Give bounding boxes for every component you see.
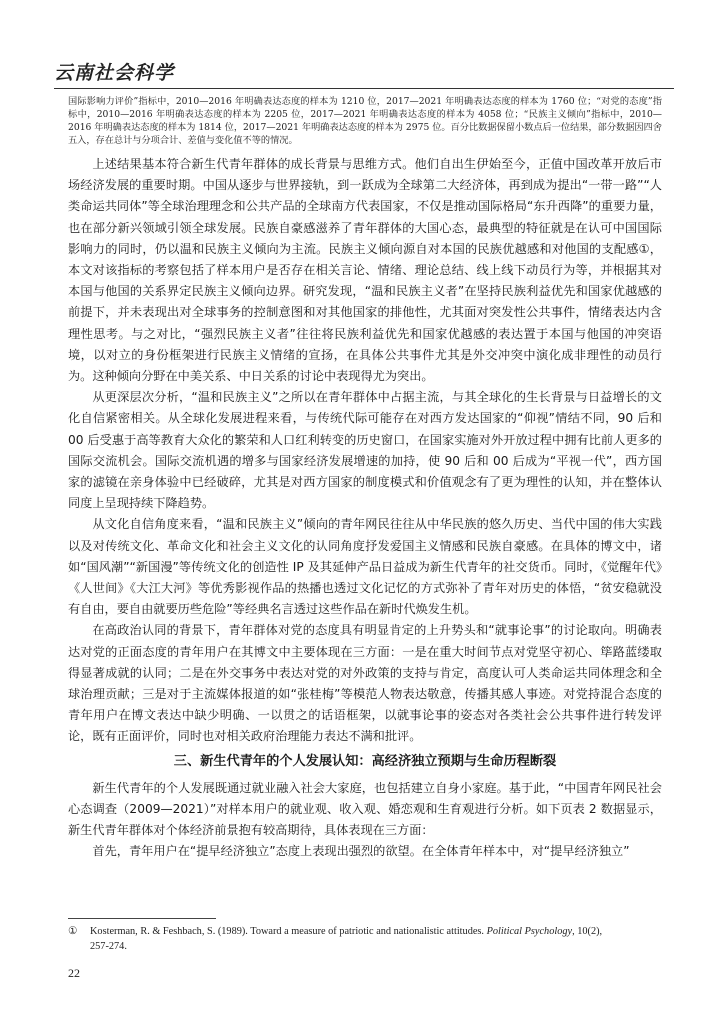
- paragraph: 上述结果基本符合新生代青年群体的成长背景与思维方式。他们自出生伊始至今，正值中国改革开放后市场经济发展的重要时期。中国从逐步与世界接轨，到一跃成为全球第二大经济体，再到成为提出“一带一路”“人类命运共同体”等全球治理理念和公共产品的全球南方代表国家，不仅是推动国际格局“东升西降”的重要力量，也在部分新兴领域引领全球发展。民族自豪感滋养了青年群体的大国心态，最典型的特征就是在认可中国国际影响力的同时，仍以温和民族主义倾向为主流。民族主义倾向源自对本国的民族优越感和对他国的支配感①，本文对该指标的考察包括了样本用户是否存在相关言论、情绪、理论总结、线上线下动员行为等，并根据其对本国与他国的关系界定民族主义倾向边界。研究发现，“温和民族主义者”在坚持民族利益优先和国家优越感的前提下，并未表现出对全球事务的控制意图和对其他国家的排他性，尤其面对突发性公共事件，情绪表达内含理性思考。与之对比，“强烈民族主义者”往往将民族利益优先和国家优越感的表达置于本国与他国的冲突语境，以对立的身份框架进行民族主义情绪的宣扬，在具体公共事件尤其是外交冲突中演化成非理性的动员行为。这种倾向分野在中美关系、中日关系的讨论中表现得尤为突出。: [68, 157, 662, 384]
- paragraph: 首先，青年用户在“提早经济独立”态度上表现出强烈的欲望。在全体青年样本中，对“提早经济独立”: [92, 844, 630, 859]
- section-heading: 三、新生代青年的个人发展认知：高经济独立预期与生命历程断裂: [173, 753, 557, 769]
- footnote-pages: 257-274.: [90, 941, 127, 952]
- footnote-rule: [68, 918, 216, 919]
- header-rule: [54, 88, 674, 89]
- footnote: [68, 924, 662, 958]
- paragraph: 在高政治认同的背景下，青年群体对党的态度具有明显肯定的上升势头和“就事论事”的讨论取向。明确表达对党的正面态度的青年用户在其博文中主要体现在三方面：一是在重大时间节点对党坚守初心、筚路蓝缕取得显著成就的认同；二是在外交事务中表达对党的对外政策的支持与肯定，高度认可人类命运共同体理念和全球治理贡献；三是对于主流媒体报道的如“张桂梅”等模范人物表达敬意，传播其感人事迹。对党持混合态度的青年用户在博文表达中缺少明确、一以贯之的话语框架，以就事论事的姿态对各类社会公共事件进行转发评论，既有正面评价，同时也对相关政府治理能力表达不满和批评。: [68, 623, 662, 744]
- paragraph: 从更深层次分析，“温和民族主义”之所以在青年群体中占据主流，与其全球化的生长背景与日益增长的文化自信紧密相关。从全球化发展进程来看，与传统代际可能存在对西方发达国家的“仰视”情结不同，90 后和 00 后受惠于高等教育大众化的繁荣和人口红利转变的历史窗口，在国家实施对外开放过程中拥有比前人更多的国际交流机会。国际交流机遇的增多与国家经济发展增速的加持，使 90 后和 00 后成为“平视一代”，西方国家的滤镜在亲身体验中已经破碎，尤其是对西方国家的制度模式和价值观念有了更为理性的认知，并在整体认同度上呈现持续下降趋势。: [68, 390, 662, 511]
- footnote-marker: ①: [68, 926, 78, 937]
- footnote-authors: Kosterman, R. & Feshbach, S. (1989). Toward a measure of patriotic and nationalistic attitudes.: [90, 926, 484, 937]
- footnote-volume: , 10(2),: [572, 926, 603, 937]
- journal-title: 云南社会科学: [54, 62, 175, 84]
- body-text: [68, 154, 662, 859]
- page-number: 22: [68, 966, 80, 980]
- footnote-journal: Political Psychology: [486, 926, 573, 937]
- table-note: 国际影响力评价”指标中，2010—2016 年明确表达态度的样本为 1210 位，2017—2021 年明确表达态度的样本为 1760 位；“对党的态度”指标中，2010—2016 年明确表达态度的样本为 2205 位，2017—2021 年明确表达态度的样本为 4058 位；“民族主义倾向”指标中，2010—2016 年明确表达态度的样本为 1814 位，2017—2021 年明确表达态度的样本为 2975 位。百分比数据保留小数点后一位结果，部分数据因四舍五入，存在总计与分项合计、差值与变化值不等的情况。: [68, 96, 662, 146]
- paragraph: 从文化自信角度来看，“温和民族主义”倾向的青年网民往往从中华民族的悠久历史、当代中国的伟大实践以及对传统文化、革命文化和社会主义文化的认同角度抒发爱国主义情感和民族自豪感。在具体的博文中，诸如“国风潮”“新国漫”等传统文化的创造性 IP 及其延伸产品日益成为新生代青年的社交货币。同时，《觉醒年代》《人世间》《大江大河》等优秀影视作品的热播也透过文化记忆的方式弥补了青年对历史的体悟，“贫安稳就没有自由，要自由就要历些危险”等经典名言透过这些作品在新时代焕发生机。: [68, 517, 662, 617]
- paragraph: 新生代青年的个人发展既通过就业融入社会大家庭，也包括建立自身小家庭。基于此，“中国青年网民社会心态调查（2009—2021）”对样本用户的就业观、收入观、婚恋观和生育观进行分析。如下页表 2 数据显示，新生代青年群体对个体经济前景抱有较高期待，具体表现在三方面：: [68, 780, 662, 838]
